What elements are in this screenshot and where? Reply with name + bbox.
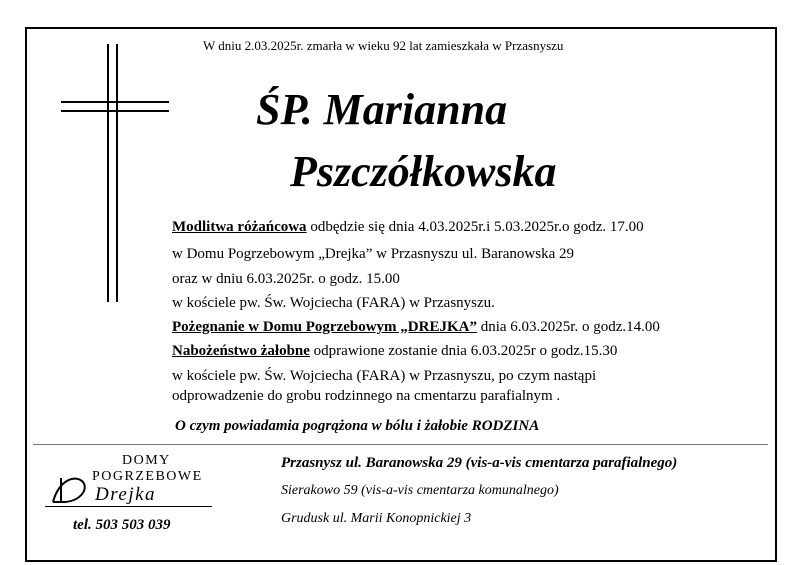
deceased-name-line1: ŚP. Marianna [256, 85, 508, 134]
body-line: oraz w dniu 6.03.2025r. o godz. 15.00 [172, 271, 400, 287]
cross-horizontal-bar [61, 101, 169, 103]
farewell-text: dnia 6.03.2025r. o godz.14.00 [476, 319, 660, 335]
logo-underline [45, 506, 212, 507]
body-line: odprowadzenie do grobu rodzinnego na cmentarzu parafialnym . [172, 388, 561, 404]
cross-vertical-bar [107, 44, 109, 302]
body-line: w kościele pw. Św. Wojciecha (FARA) w Przasnyszu. [172, 295, 495, 311]
body-line: w Domu Pogrzebowym „Drejka” w Przasnyszu ul. Baranowska 29 [172, 246, 574, 262]
cross-horizontal-bar [61, 110, 169, 112]
deceased-name-line2: Pszczółkowska [290, 147, 557, 196]
cross-vertical-bar [116, 44, 118, 302]
body-line: w kościele pw. Św. Wojciecha (FARA) w Przasnyszu, po czym nastąpi [172, 368, 597, 384]
logo-text-domy: DOMY [122, 453, 171, 468]
rosary-text: odbędzie się dnia 4.03.2025r.i 5.03.2025r.o godz. 17.00 [306, 219, 644, 235]
address-line: Sierakowo 59 (vis-a-vis cmentarza komunalnego) [281, 483, 559, 498]
logo-text-drejka: Drejka [95, 484, 157, 505]
mass-text: odprawione zostanie dnia 6.03.2025r o godz.15.30 [309, 343, 618, 359]
phone-number: tel. 503 503 039 [73, 517, 171, 533]
logo-text-pogrzebowe: POGRZEBOWE [92, 469, 203, 484]
mass-heading: Nabożeństwo żałobne [172, 343, 310, 359]
address-line: Przasnysz ul. Baranowska 29 (vis-a-vis cmentarza parafialnego) [281, 455, 678, 471]
farewell-line [172, 318, 660, 336]
mass-line [172, 342, 617, 360]
closing-text: O czym powiadamia pogrążona w bólu i żałobie RODZINA [175, 418, 540, 434]
address-line: Grudusk ul. Marii Konopnickiej 3 [281, 511, 472, 526]
divider [33, 444, 768, 445]
header-text: W dniu 2.03.2025r. zmarła w wieku 92 lat zamieszkała w Przasnyszu [203, 38, 564, 53]
rosary-heading: Modlitwa różańcowa [172, 219, 307, 235]
rosary-line [172, 218, 644, 236]
farewell-heading: Pożegnanie w Domu Pogrzebowym „DREJKA” [172, 319, 477, 335]
logo-monogram-icon [45, 470, 95, 510]
